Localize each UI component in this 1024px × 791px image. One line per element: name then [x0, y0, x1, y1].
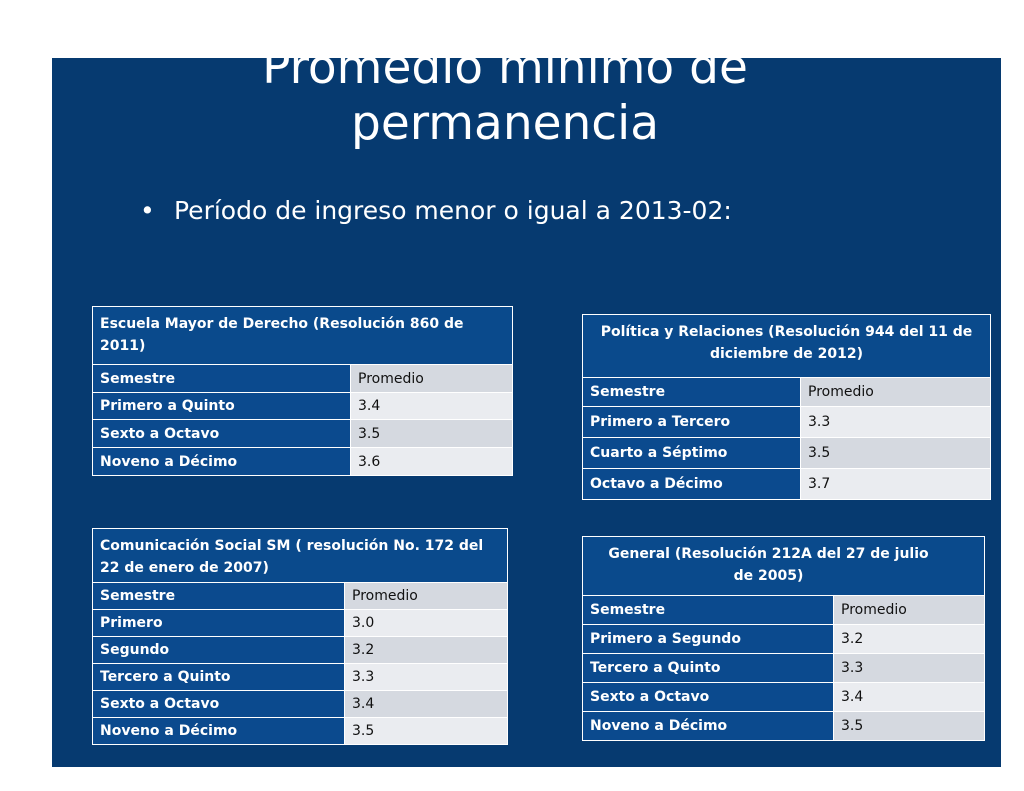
table-derecho-row-label: Sexto a Octavo [93, 420, 351, 448]
table-comunicacion-row-label: Sexto a Octavo [93, 691, 345, 718]
table-comunicacion-row-label: Tercero a Quinto [93, 664, 345, 691]
table-general-row-label: Tercero a Quinto [583, 654, 834, 683]
table-comunicacion-row-value: 3.2 [345, 637, 508, 664]
table-politica-row-value: 3.7 [801, 469, 991, 500]
table-politica-header-semestre: Semestre [583, 378, 801, 407]
table-derecho-row-value: 3.5 [351, 420, 513, 448]
slide-title-line-2: permanencia [350, 96, 660, 151]
table-general-row-value: 3.3 [834, 654, 985, 683]
table-general-header-semestre: Semestre [583, 596, 834, 625]
table-general-row-value: 3.2 [834, 625, 985, 654]
table-general-row-label: Noveno a Décimo [583, 712, 834, 741]
bullet-symbol: • [140, 196, 155, 225]
table-derecho [92, 306, 513, 476]
table-derecho-title: Escuela Mayor de Derecho (Resolución 860 de 2011) [93, 307, 513, 365]
table-derecho-header-promedio: Promedio [351, 365, 513, 393]
table-derecho-row-label: Primero a Quinto [93, 393, 351, 420]
table-comunicacion-row-label: Primero [93, 610, 345, 637]
bullet-point [140, 196, 732, 225]
table-comunicacion [92, 528, 508, 745]
table-derecho-row-value: 3.6 [351, 448, 513, 476]
table-general-row-label: Primero a Segundo [583, 625, 834, 654]
table-comunicacion-header-promedio: Promedio [345, 583, 508, 610]
table-comunicacion-header-semestre: Semestre [93, 583, 345, 610]
table-comunicacion-row-value: 3.5 [345, 718, 508, 745]
slide-title-line-1: Promedio mínimo de [262, 40, 748, 95]
table-politica-row-label: Cuarto a Séptimo [583, 438, 801, 469]
table-politica-row-value: 3.3 [801, 407, 991, 438]
table-politica-row-label: Octavo a Décimo [583, 469, 801, 500]
table-politica-header-promedio: Promedio [801, 378, 991, 407]
table-comunicacion-row-label: Segundo [93, 637, 345, 664]
slide-title [0, 40, 1010, 152]
table-derecho-header-semestre: Semestre [93, 365, 351, 393]
table-comunicacion-row-value: 3.3 [345, 664, 508, 691]
table-general-row-label: Sexto a Octavo [583, 683, 834, 712]
table-general-row-value: 3.4 [834, 683, 985, 712]
table-comunicacion-row-label: Noveno a Décimo [93, 718, 345, 745]
table-general [582, 536, 985, 741]
table-politica-row-label: Primero a Tercero [583, 407, 801, 438]
table-comunicacion-row-value: 3.0 [345, 610, 508, 637]
table-politica-row-value: 3.5 [801, 438, 991, 469]
table-comunicacion-row-value: 3.4 [345, 691, 508, 718]
table-politica [582, 314, 991, 500]
table-general-row-value: 3.5 [834, 712, 985, 741]
table-politica-title: Política y Relaciones (Resolución 944 del 11 de diciembre de 2012) [583, 315, 991, 378]
table-comunicacion-title: Comunicación Social SM ( resolución No. 172 del 22 de enero de 2007) [93, 529, 508, 583]
table-derecho-row-label: Noveno a Décimo [93, 448, 351, 476]
table-general-title: General (Resolución 212A del 27 de julio de 2005) [583, 537, 985, 596]
bullet-text: Período de ingreso menor o igual a 2013-02: [174, 196, 732, 225]
table-derecho-row-value: 3.4 [351, 393, 513, 420]
table-general-header-promedio: Promedio [834, 596, 985, 625]
